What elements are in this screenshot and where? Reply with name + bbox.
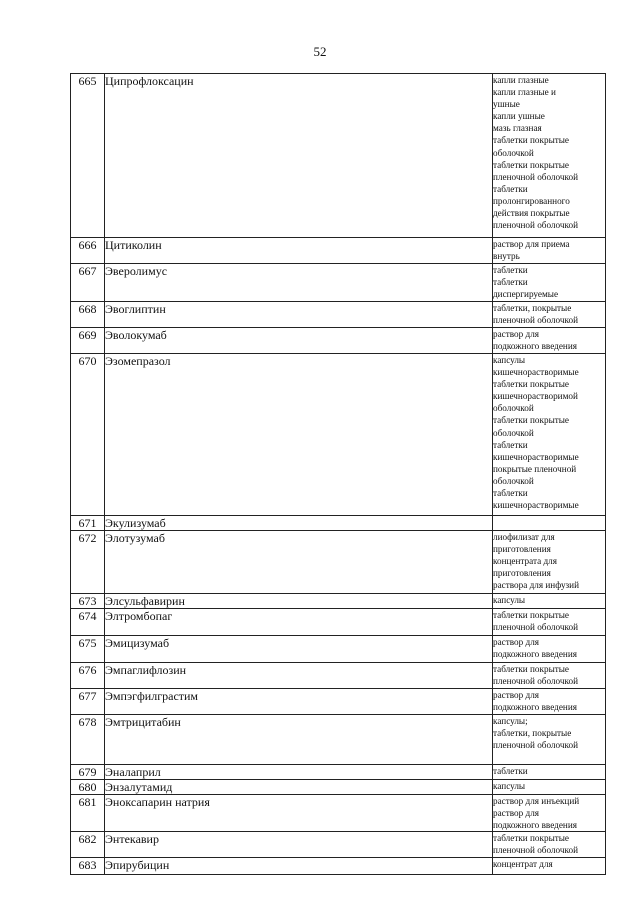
dosage-form-line: концентрата для <box>493 556 557 567</box>
dosage-form-line: пленочной оболочкой <box>493 845 579 856</box>
dosage-forms <box>493 328 606 354</box>
dosage-forms <box>493 264 606 302</box>
drug-name: Энзалутамид <box>105 780 493 795</box>
dosage-form-line: капсулы <box>493 781 526 791</box>
dosage-form-line: концентрат для <box>493 859 553 870</box>
dosage-form-line: таблетки <box>493 183 528 194</box>
table-row <box>71 531 606 594</box>
dosage-form-line: подкожного введения <box>493 702 577 713</box>
dosage-form-line: таблетки покрытые <box>493 415 570 426</box>
dosage-form-line: пленочной оболочкой <box>493 740 579 751</box>
drug-name: Элтромбопаг <box>105 609 493 636</box>
dosage-form-line: раствор для инъекций <box>493 796 580 806</box>
dosage-form-line: раствор для <box>493 808 540 819</box>
dosage-form-line: подкожного введения <box>493 341 577 352</box>
dosage-form-line: ушные <box>493 99 520 110</box>
dosage-form-line: пленочной оболочкой <box>493 315 579 326</box>
dosage-forms <box>493 531 606 594</box>
dosage-form-line: раствор для <box>493 637 540 647</box>
dosage-form-line: оболочкой <box>493 147 534 158</box>
dosage-form-line: подкожного введения <box>493 649 577 660</box>
table-row <box>71 780 606 795</box>
dosage-form-line: пленочной оболочкой <box>493 171 579 182</box>
table-row <box>71 238 606 264</box>
table-row <box>71 302 606 328</box>
dosage-form-line: таблетки <box>493 265 528 275</box>
drug-name: Эвоглиптин <box>105 302 493 328</box>
drug-name: Эмпаглифлозин <box>105 663 493 689</box>
table-row <box>71 516 606 531</box>
dosage-form-line: таблетки покрытые <box>493 610 570 620</box>
dosage-forms <box>493 238 606 264</box>
table-row <box>71 715 606 765</box>
dosage-form-line: таблетки <box>493 277 528 288</box>
table-row <box>71 765 606 780</box>
drug-name: Эналаприл <box>105 765 493 780</box>
drug-name: Эмпэгфилграстим <box>105 689 493 715</box>
dosage-forms <box>493 636 606 663</box>
row-number: 668 <box>71 302 105 328</box>
dosage-form-line: таблетки покрытые <box>493 159 570 170</box>
row-number: 669 <box>71 328 105 354</box>
dosage-form-line: приготовления <box>493 568 551 579</box>
dosage-form-line: оболочкой <box>493 427 534 438</box>
dosage-form-line: таблетки <box>493 766 528 776</box>
dosage-form-line: таблетки покрытые <box>493 664 570 674</box>
row-number: 673 <box>71 594 105 609</box>
dosage-forms <box>493 516 606 531</box>
drug-name: Эволокумаб <box>105 328 493 354</box>
drug-name: Ципрофлоксацин <box>105 74 493 238</box>
dosage-forms <box>493 354 606 516</box>
drug-name: Эверолимус <box>105 264 493 302</box>
row-number: 675 <box>71 636 105 663</box>
dosage-forms <box>493 832 606 858</box>
table-row <box>71 594 606 609</box>
dosage-forms <box>493 858 606 875</box>
dosage-form-line: кишечнорастворимые <box>493 451 579 462</box>
dosage-form-line: таблетки покрытые <box>493 135 570 146</box>
dosage-form-line: кишечнорастворимые <box>493 367 579 378</box>
drug-name: Элотузумаб <box>105 531 493 594</box>
dosage-form-line: капли глазные и <box>493 87 556 98</box>
drug-name: Экулизумаб <box>105 516 493 531</box>
drug-name: Эпирубицин <box>105 858 493 875</box>
row-number: 671 <box>71 516 105 531</box>
drug-name: Энтекавир <box>105 832 493 858</box>
row-number: 681 <box>71 795 105 832</box>
dosage-form-line: раствора для инфузий <box>493 580 579 591</box>
row-number: 678 <box>71 715 105 765</box>
table-row <box>71 858 606 875</box>
dosage-forms <box>493 689 606 715</box>
dosage-form-line: оболочкой <box>493 403 534 414</box>
page-number: 52 <box>313 44 327 59</box>
dosage-form-line: оболочкой <box>493 475 534 486</box>
dosage-forms <box>493 594 606 609</box>
row-number: 670 <box>71 354 105 516</box>
dosage-form-line: таблетки покрытые <box>493 379 570 390</box>
table-row <box>71 832 606 858</box>
dosage-form-line: действия покрытые <box>493 208 570 219</box>
table-row <box>71 663 606 689</box>
dosage-forms <box>493 765 606 780</box>
dosage-form-line: капли глазные <box>493 75 549 85</box>
dosage-form-line: диспергируемые <box>493 289 559 300</box>
row-number: 676 <box>71 663 105 689</box>
row-number: 682 <box>71 832 105 858</box>
dosage-form-line: мазь глазная <box>493 123 542 134</box>
dosage-form-line: кишечнорастворимые <box>493 500 579 511</box>
dosage-form-line: таблетки покрытые <box>493 833 570 844</box>
drug-name: Эмтрицитабин <box>105 715 493 765</box>
drug-name: Эзомепразол <box>105 354 493 516</box>
dosage-form-line: раствор для приема <box>493 239 570 249</box>
dosage-forms <box>493 795 606 832</box>
dosage-form-line: лиофилизат для <box>493 532 555 542</box>
dosage-form-line: покрытые пленочной <box>493 463 577 474</box>
row-number: 665 <box>71 74 105 238</box>
dosage-form-line: капли ушные <box>493 111 545 122</box>
dosage-form-line: пленочной оболочкой <box>493 622 579 633</box>
dosage-forms <box>493 74 606 238</box>
dosage-form-line: пленочной оболочкой <box>493 676 579 687</box>
table-row <box>71 328 606 354</box>
table-row <box>71 689 606 715</box>
row-number: 674 <box>71 609 105 636</box>
drug-name: Элсульфавирин <box>105 594 493 609</box>
drug-table <box>70 73 606 875</box>
dosage-forms <box>493 715 606 765</box>
row-number: 666 <box>71 238 105 264</box>
row-number: 672 <box>71 531 105 594</box>
dosage-form-line: пленочной оболочкой <box>493 220 579 231</box>
dosage-form-line: капсулы; <box>493 716 528 726</box>
drug-name: Эмицизумаб <box>105 636 493 663</box>
dosage-form-line: подкожного введения <box>493 820 577 831</box>
dosage-form-line: приготовления <box>493 544 551 555</box>
drug-name: Эноксапарин натрия <box>105 795 493 832</box>
table-row <box>71 795 606 832</box>
dosage-forms <box>493 302 606 328</box>
table-row <box>71 264 606 302</box>
dosage-form-line: капсулы <box>493 595 526 605</box>
table-row <box>71 354 606 516</box>
dosage-form-line: таблетки, покрытые <box>493 728 572 739</box>
dosage-form-line: внутрь <box>493 251 520 262</box>
dosage-form-line: таблетки, покрытые <box>493 303 572 313</box>
table-row <box>71 636 606 663</box>
table-row <box>71 609 606 636</box>
row-number: 683 <box>71 858 105 875</box>
dosage-form-line: пролонгированного <box>493 195 570 206</box>
dosage-form-line: кишечнорастворимой <box>493 391 578 402</box>
row-number: 679 <box>71 765 105 780</box>
dosage-forms <box>493 609 606 636</box>
dosage-form-line: таблетки <box>493 439 528 450</box>
table-row <box>71 74 606 238</box>
row-number: 667 <box>71 264 105 302</box>
dosage-forms <box>493 780 606 795</box>
dosage-form-line: таблетки <box>493 488 528 499</box>
dosage-form-line: раствор для <box>493 329 540 339</box>
row-number: 677 <box>71 689 105 715</box>
drug-name: Цитиколин <box>105 238 493 264</box>
row-number: 680 <box>71 780 105 795</box>
dosage-form-line: раствор для <box>493 690 540 700</box>
dosage-forms <box>493 663 606 689</box>
dosage-form-line: капсулы <box>493 355 526 365</box>
